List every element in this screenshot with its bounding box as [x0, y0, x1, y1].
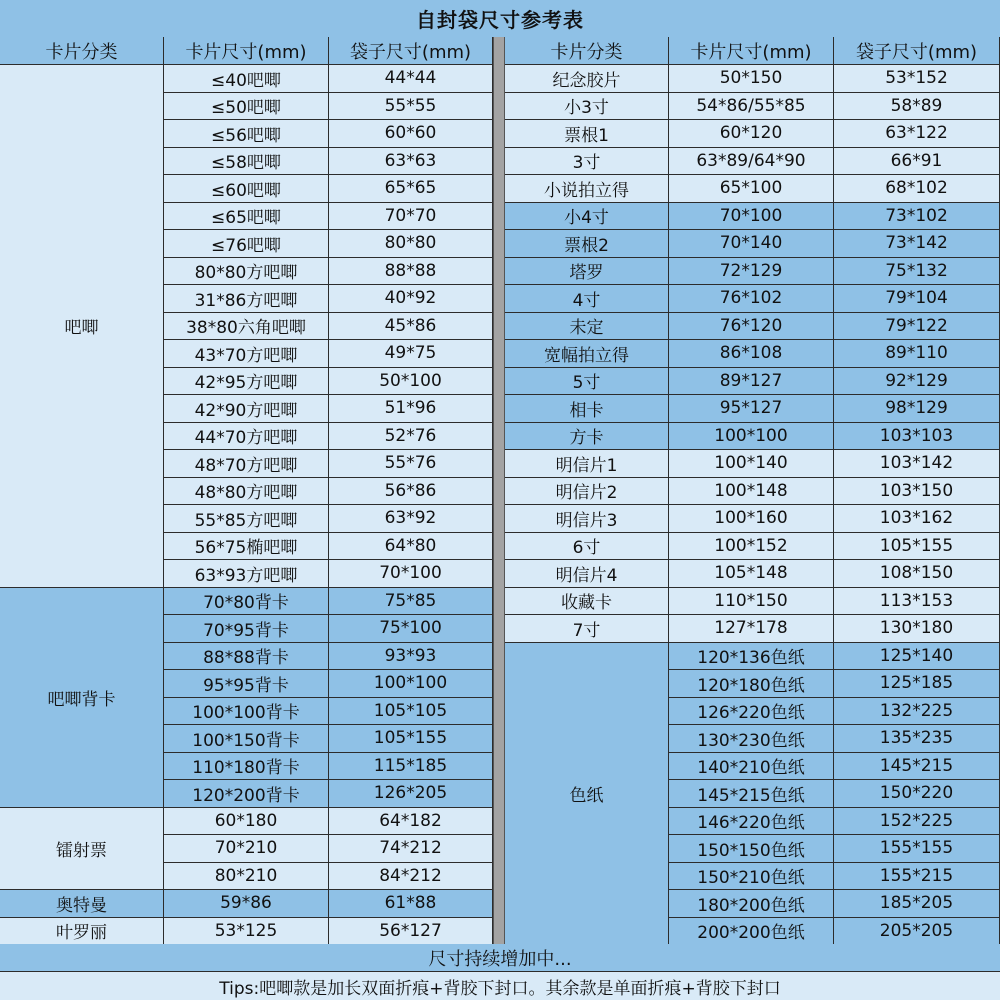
category-cell: 塔罗: [505, 258, 669, 286]
bag-size-cell: 44*44: [329, 65, 493, 93]
card-size-cell: 126*220色纸: [669, 698, 834, 726]
bag-size-cell: 50*100: [329, 368, 493, 396]
card-size-cell: 70*140: [669, 230, 834, 258]
card-size-cell: ≤50吧唧: [164, 93, 329, 121]
card-size-cell: 72*129: [669, 258, 834, 286]
card-size-cell: 44*70方吧唧: [164, 423, 329, 451]
category-cell: 票根2: [505, 230, 669, 258]
bag-size-cell: 56*127: [329, 918, 493, 946]
card-size-cell: 48*80方吧唧: [164, 478, 329, 506]
card-size-cell: 100*150背卡: [164, 725, 329, 753]
bag-size-cell: 80*80: [329, 230, 493, 258]
column-divider: [493, 37, 505, 944]
bag-size-cell: 105*155: [329, 725, 493, 753]
card-size-cell: 130*230色纸: [669, 725, 834, 753]
bag-size-cell: 125*185: [834, 670, 1000, 698]
bag-size-cell: 79*104: [834, 285, 1000, 313]
bag-size-cell: 98*129: [834, 395, 1000, 423]
card-size-cell: 150*210色纸: [669, 863, 834, 891]
bag-size-cell: 64*182: [329, 808, 493, 836]
bag-size-cell: 132*225: [834, 698, 1000, 726]
category-cell: 明信片1: [505, 450, 669, 478]
bag-size-cell: 93*93: [329, 643, 493, 671]
bag-size-cell: 75*100: [329, 615, 493, 643]
card-size-cell: 150*150色纸: [669, 835, 834, 863]
card-size-cell: 76*102: [669, 285, 834, 313]
card-size-cell: 31*86方吧唧: [164, 285, 329, 313]
category-cell: 3寸: [505, 148, 669, 176]
category-cell: 吧唧背卡: [0, 588, 164, 808]
category-cell: 5寸: [505, 368, 669, 396]
header-category: 卡片分类: [0, 37, 164, 65]
category-cell: 色纸: [505, 643, 669, 946]
bag-size-cell: 63*122: [834, 120, 1000, 148]
bag-size-cell: 79*122: [834, 313, 1000, 341]
card-size-cell: 110*180背卡: [164, 753, 329, 781]
card-size-cell: 146*220色纸: [669, 808, 834, 836]
card-size-cell: 65*100: [669, 175, 834, 203]
bag-size-cell: 135*235: [834, 725, 1000, 753]
card-size-cell: 43*70方吧唧: [164, 340, 329, 368]
card-size-cell: 95*95背卡: [164, 670, 329, 698]
category-cell: 镭射票: [0, 808, 164, 891]
category-cell: 6寸: [505, 533, 669, 561]
category-cell: 票根1: [505, 120, 669, 148]
category-cell: 纪念胶片: [505, 65, 669, 93]
bag-size-cell: 73*102: [834, 203, 1000, 231]
card-size-cell: 89*127: [669, 368, 834, 396]
bag-size-cell: 64*80: [329, 533, 493, 561]
card-size-cell: ≤40吧唧: [164, 65, 329, 93]
card-size-cell: 120*180色纸: [669, 670, 834, 698]
card-size-cell: 55*85方吧唧: [164, 505, 329, 533]
card-size-cell: 140*210色纸: [669, 753, 834, 781]
bag-size-cell: 103*103: [834, 423, 1000, 451]
category-cell: 宽幅拍立得: [505, 340, 669, 368]
card-size-cell: 100*140: [669, 450, 834, 478]
category-cell: 叶罗丽: [0, 918, 164, 946]
bag-size-cell: 185*205: [834, 890, 1000, 918]
bag-size-cell: 40*92: [329, 285, 493, 313]
card-size-cell: 53*125: [164, 918, 329, 946]
right-table: [505, 37, 1000, 944]
bag-size-cell: 103*142: [834, 450, 1000, 478]
card-size-cell: ≤56吧唧: [164, 120, 329, 148]
card-size-cell: 120*200背卡: [164, 780, 329, 808]
header-bag-size: 袋子尺寸(mm): [834, 37, 1000, 65]
card-size-cell: ≤76吧唧: [164, 230, 329, 258]
bag-size-cell: 63*63: [329, 148, 493, 176]
card-size-cell: 42*90方吧唧: [164, 395, 329, 423]
card-size-cell: 100*100: [669, 423, 834, 451]
category-cell: 小说拍立得: [505, 175, 669, 203]
bag-size-cell: 100*100: [329, 670, 493, 698]
card-size-cell: 180*200色纸: [669, 890, 834, 918]
card-size-cell: 95*127: [669, 395, 834, 423]
bag-size-cell: 49*75: [329, 340, 493, 368]
bag-size-cell: 70*70: [329, 203, 493, 231]
category-cell: 7寸: [505, 615, 669, 643]
card-size-cell: 105*148: [669, 560, 834, 588]
category-cell: 明信片2: [505, 478, 669, 506]
category-cell: 明信片3: [505, 505, 669, 533]
card-size-cell: 63*89/64*90: [669, 148, 834, 176]
card-size-cell: 100*100背卡: [164, 698, 329, 726]
bag-size-cell: 125*140: [834, 643, 1000, 671]
card-size-cell: 70*100: [669, 203, 834, 231]
bag-size-cell: 52*76: [329, 423, 493, 451]
footer-more-sizes: 尺寸持续增加中...: [0, 944, 1000, 972]
bag-size-cell: 53*152: [834, 65, 1000, 93]
bag-size-cell: 105*155: [834, 533, 1000, 561]
card-size-cell: 100*160: [669, 505, 834, 533]
bag-size-cell: 150*220: [834, 780, 1000, 808]
footer-tips: Tips:吧唧款是加长双面折痕+背胶下封口。其余款是单面折痕+背胶下封口: [0, 972, 1000, 1000]
bag-size-cell: 65*65: [329, 175, 493, 203]
bag-size-cell: 68*102: [834, 175, 1000, 203]
bag-size-cell: 70*100: [329, 560, 493, 588]
bag-size-cell: 115*185: [329, 753, 493, 781]
bag-size-cell: 103*150: [834, 478, 1000, 506]
card-size-cell: 145*215色纸: [669, 780, 834, 808]
category-cell: 4寸: [505, 285, 669, 313]
header-category: 卡片分类: [505, 37, 669, 65]
category-cell: 明信片4: [505, 560, 669, 588]
sheet-title: 自封袋尺寸参考表: [0, 0, 1000, 37]
bag-size-cell: 108*150: [834, 560, 1000, 588]
card-size-cell: 70*210: [164, 835, 329, 863]
card-size-cell: 50*150: [669, 65, 834, 93]
bag-size-cell: 105*105: [329, 698, 493, 726]
card-size-cell: 60*120: [669, 120, 834, 148]
card-size-cell: 60*180: [164, 808, 329, 836]
bag-size-cell: 155*155: [834, 835, 1000, 863]
card-size-cell: 48*70方吧唧: [164, 450, 329, 478]
card-size-cell: 54*86/55*85: [669, 93, 834, 121]
bag-size-cell: 126*205: [329, 780, 493, 808]
bag-size-cell: 61*88: [329, 890, 493, 918]
header-card-size: 卡片尺寸(mm): [164, 37, 329, 65]
card-size-cell: 88*88背卡: [164, 643, 329, 671]
bag-size-cell: 74*212: [329, 835, 493, 863]
category-cell: 小3寸: [505, 93, 669, 121]
card-size-cell: 80*210: [164, 863, 329, 891]
bag-size-cell: 60*60: [329, 120, 493, 148]
bag-size-cell: 56*86: [329, 478, 493, 506]
category-cell: 奥特曼: [0, 890, 164, 918]
category-cell: 吧唧: [0, 65, 164, 588]
bag-size-cell: 75*85: [329, 588, 493, 616]
bag-size-cell: 155*215: [834, 863, 1000, 891]
category-cell: 小4寸: [505, 203, 669, 231]
card-size-cell: 38*80六角吧唧: [164, 313, 329, 341]
category-cell: 方卡: [505, 423, 669, 451]
bag-size-cell: 73*142: [834, 230, 1000, 258]
bag-size-cell: 152*225: [834, 808, 1000, 836]
card-size-cell: 70*80背卡: [164, 588, 329, 616]
card-size-cell: ≤65吧唧: [164, 203, 329, 231]
category-cell: 未定: [505, 313, 669, 341]
category-cell: 相卡: [505, 395, 669, 423]
bag-size-cell: 84*212: [329, 863, 493, 891]
category-cell: 收藏卡: [505, 588, 669, 616]
card-size-cell: 100*148: [669, 478, 834, 506]
card-size-cell: 70*95背卡: [164, 615, 329, 643]
card-size-cell: 127*178: [669, 615, 834, 643]
bag-size-cell: 75*132: [834, 258, 1000, 286]
card-size-cell: 200*200色纸: [669, 918, 834, 946]
card-size-cell: 86*108: [669, 340, 834, 368]
header-bag-size: 袋子尺寸(mm): [329, 37, 493, 65]
card-size-cell: 120*136色纸: [669, 643, 834, 671]
card-size-cell: 76*120: [669, 313, 834, 341]
bag-size-cell: 89*110: [834, 340, 1000, 368]
bag-size-cell: 45*86: [329, 313, 493, 341]
bag-size-cell: 51*96: [329, 395, 493, 423]
card-size-cell: 56*75椭吧唧: [164, 533, 329, 561]
card-size-cell: ≤58吧唧: [164, 148, 329, 176]
bag-size-cell: 58*89: [834, 93, 1000, 121]
bag-size-cell: 66*91: [834, 148, 1000, 176]
bag-size-cell: 130*180: [834, 615, 1000, 643]
card-size-cell: 80*80方吧唧: [164, 258, 329, 286]
card-size-cell: 59*86: [164, 890, 329, 918]
bag-size-cell: 88*88: [329, 258, 493, 286]
bag-size-cell: 55*55: [329, 93, 493, 121]
card-size-cell: ≤60吧唧: [164, 175, 329, 203]
bag-size-cell: 145*215: [834, 753, 1000, 781]
card-size-cell: 42*95方吧唧: [164, 368, 329, 396]
card-size-cell: 100*152: [669, 533, 834, 561]
bag-size-cell: 55*76: [329, 450, 493, 478]
bag-size-cell: 205*205: [834, 918, 1000, 946]
card-size-cell: 110*150: [669, 588, 834, 616]
header-card-size: 卡片尺寸(mm): [669, 37, 834, 65]
bag-size-cell: 63*92: [329, 505, 493, 533]
left-table: [0, 37, 493, 944]
bag-size-cell: 113*153: [834, 588, 1000, 616]
bag-size-cell: 92*129: [834, 368, 1000, 396]
card-size-cell: 63*93方吧唧: [164, 560, 329, 588]
bag-size-cell: 103*162: [834, 505, 1000, 533]
